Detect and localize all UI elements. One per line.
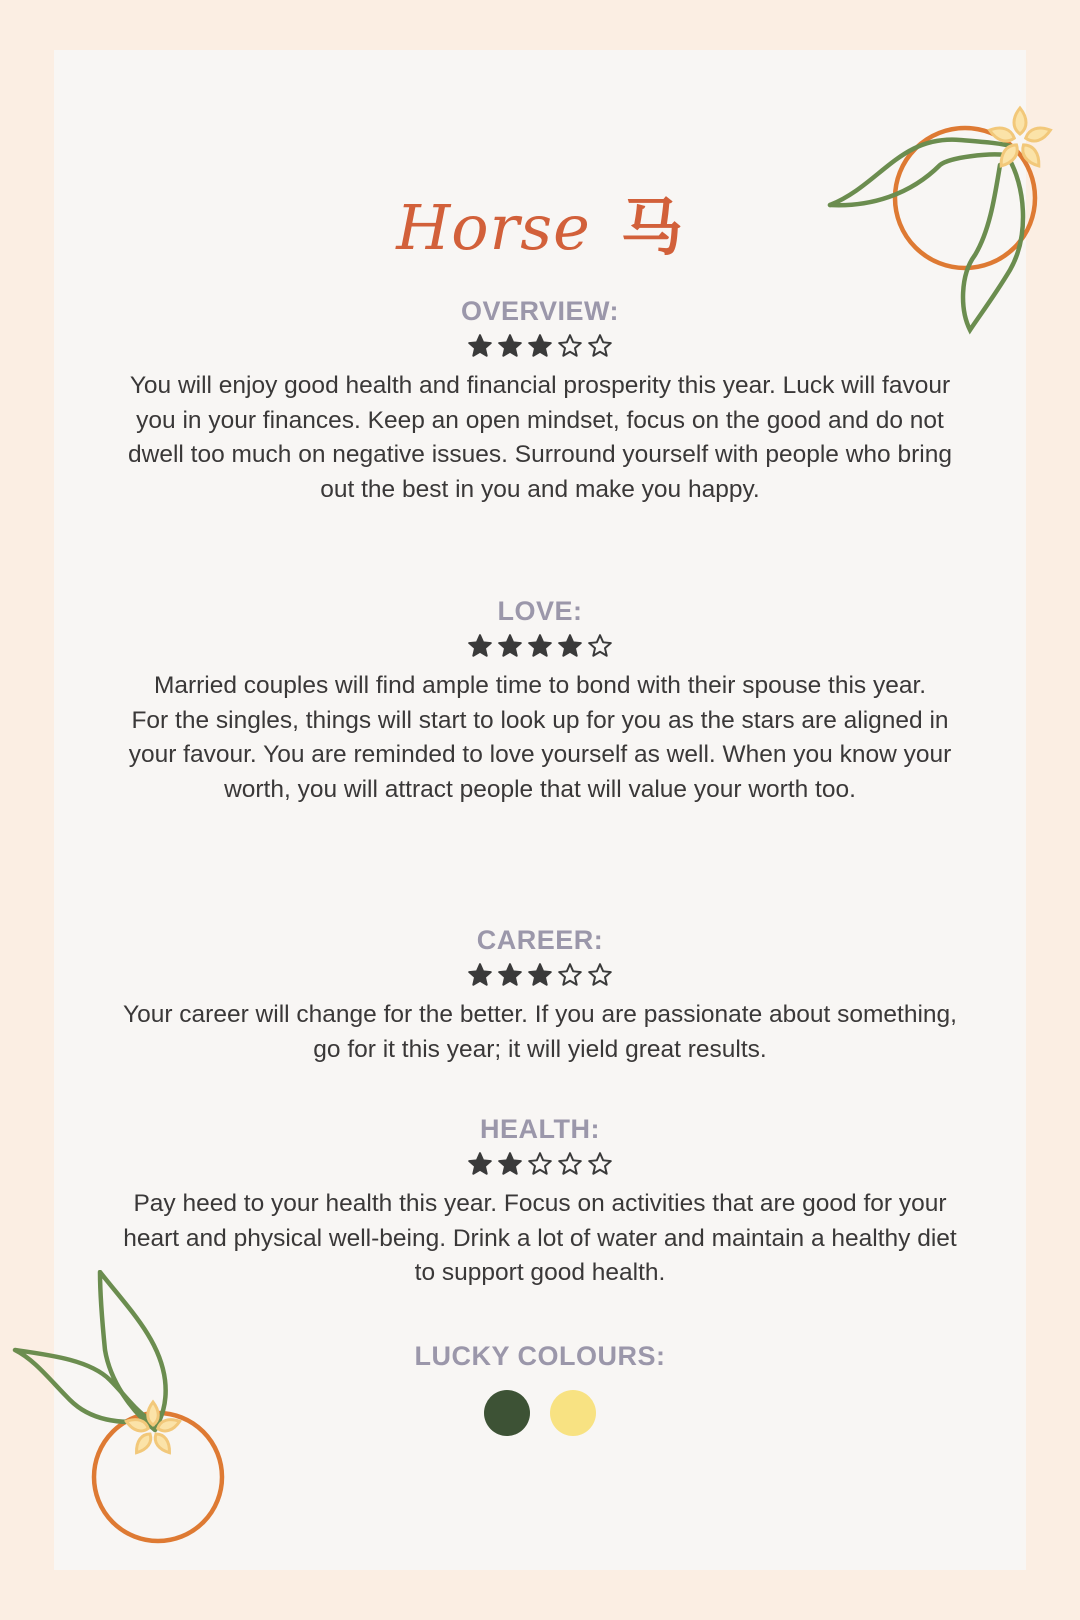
star-filled-icon (467, 333, 493, 359)
section-love (120, 595, 960, 807)
section-paragraph: Your career will change for the better. If you are passionate about something, go for it this year; it will yield great results. (123, 1001, 957, 1063)
star-filled-icon (497, 962, 523, 988)
section-career (120, 924, 960, 1067)
section-paragraph: For the singles, things will start to look up for you as the stars are aligned in your favour. You are reminded to love yourself as well. When you know your worth, you will attract people that will value your worth too. (128, 706, 952, 803)
section-heading: LUCKY COLOURS: (414, 1341, 666, 1371)
color-swatch-yellow (550, 1390, 596, 1436)
section-heading: LOVE: (497, 596, 583, 626)
section-body (120, 369, 960, 507)
star-empty-icon (527, 1151, 553, 1177)
star-filled-icon (527, 633, 553, 659)
section-body (120, 998, 960, 1067)
star-empty-icon (557, 333, 583, 359)
star-filled-icon (557, 633, 583, 659)
section-paragraph: Pay heed to your health this year. Focus on activities that are good for your heart and physical well-being. Drink a lot of water and maintain a healthy diet to support good health. (123, 1190, 957, 1286)
star-empty-icon (587, 962, 613, 988)
section-heading: OVERVIEW: (460, 296, 620, 326)
section-paragraph: You will enjoy good health and financial prosperity this year. Luck will favour you in your finances. Keep an open mindset, focus on the good and do not dwell too much on negative issues. Surround yourself with people who bring out the best in you and make you happy. (128, 372, 952, 503)
color-swatch-green (484, 1390, 530, 1436)
color-swatches (120, 1390, 960, 1436)
star-rating (120, 629, 960, 663)
star-filled-icon (467, 633, 493, 659)
section-lucky-colours (120, 1340, 960, 1436)
star-rating (120, 329, 960, 363)
star-filled-icon (497, 633, 523, 659)
star-empty-icon (587, 333, 613, 359)
section-heading: CAREER: (476, 925, 604, 955)
star-empty-icon (587, 1151, 613, 1177)
star-rating (120, 1147, 960, 1181)
section-paragraph: Married couples will find ample time to bond with their spouse this year. (153, 672, 927, 699)
star-filled-icon (527, 962, 553, 988)
star-filled-icon (527, 333, 553, 359)
star-filled-icon (467, 962, 493, 988)
section-body (120, 1187, 960, 1291)
star-empty-icon (557, 1151, 583, 1177)
star-filled-icon (467, 1151, 493, 1177)
section-heading: HEALTH: (480, 1114, 600, 1144)
section-overview (120, 295, 960, 507)
star-filled-icon (497, 333, 523, 359)
title-chinese-glyph: 马 (620, 191, 684, 264)
title-text: Horse (396, 191, 591, 264)
section-health (120, 1113, 960, 1291)
section-body (120, 669, 960, 807)
star-empty-icon (557, 962, 583, 988)
flower-icon (988, 108, 1053, 169)
star-filled-icon (497, 1151, 523, 1177)
page-title (0, 178, 1080, 267)
star-rating (120, 958, 960, 992)
star-empty-icon (587, 633, 613, 659)
